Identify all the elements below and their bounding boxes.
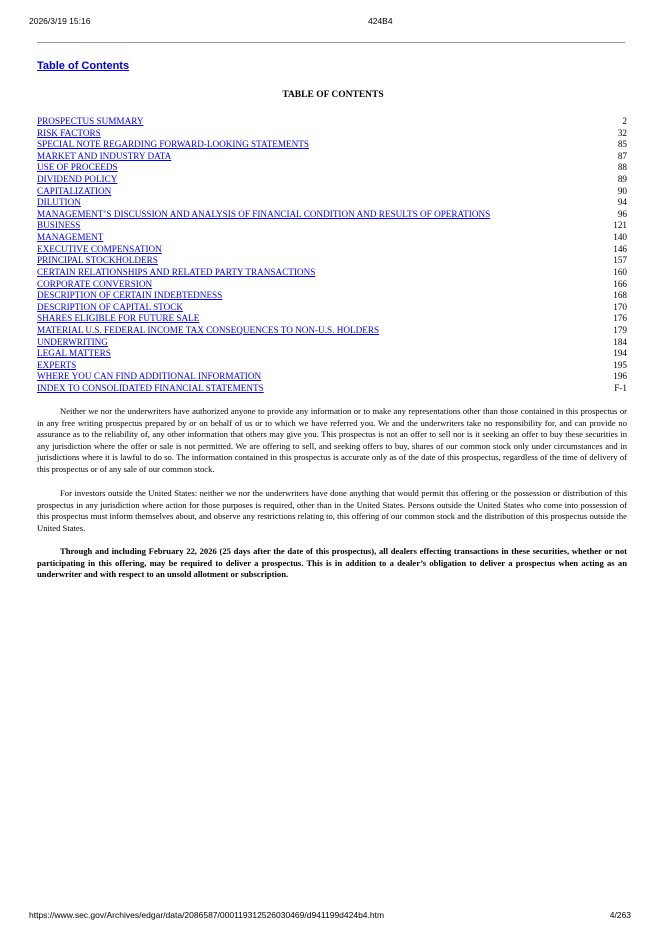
toc-page-number: F-1	[614, 383, 627, 394]
toc-page-number: 85	[617, 139, 627, 150]
toc-row	[37, 162, 627, 174]
toc-entry-link[interactable]: PROSPECTUS SUMMARY	[37, 116, 144, 126]
toc-heading: TABLE OF CONTENTS	[282, 90, 384, 100]
toc-row	[37, 302, 627, 314]
toc-page-number: 87	[617, 150, 627, 161]
toc-entry-link[interactable]: DESCRIPTION OF CAPITAL STOCK	[37, 301, 184, 312]
print-footer	[0, 910, 662, 922]
toc-entry-link[interactable]: BUSINESS	[37, 220, 81, 231]
toc-row	[37, 116, 627, 128]
toc-page-number: 196	[613, 371, 627, 382]
toc-entry-link[interactable]: DESCRIPTION OF CERTAIN INDEBTEDNESS	[37, 290, 223, 301]
toc-page-number: 96	[617, 208, 627, 219]
toc-page-number: 184	[613, 336, 627, 347]
toc-page-number: 121	[613, 220, 627, 231]
toc-entry-link[interactable]: DIVIDEND POLICY	[37, 174, 118, 185]
toc-entry-link[interactable]: MARKET AND INDUSTRY DATA	[37, 150, 172, 161]
toc-entry-link[interactable]: EXPERTS	[37, 359, 77, 370]
toc-page-number: 166	[613, 278, 627, 289]
toc-row	[37, 174, 627, 186]
toc-page-number: 146	[613, 243, 627, 254]
toc-row	[37, 220, 627, 232]
toc-page-number: 195	[613, 359, 627, 370]
toc-entry-link[interactable]: UNDERWRITING	[37, 336, 108, 347]
toc-page-number: 32	[617, 127, 627, 138]
toc-page-number: 90	[617, 185, 627, 196]
header-divider	[37, 42, 625, 43]
toc-row	[37, 186, 627, 198]
toc-entry-link[interactable]: MANAGEMENT	[37, 232, 104, 243]
toc-entry-link[interactable]: PRINCIPAL STOCKHOLDERS	[37, 255, 158, 266]
table-of-contents-link[interactable]: Table of Contents	[37, 60, 130, 72]
investors-outside-us-paragraph: For investors outside the United States: neither we nor the underwriters have done anything that would permit this offering or the possession or distribution of this prospectus in any jurisdiction where action for those purposes is required, other than in the United States. Persons outside the United States who come into possession of this prospectus must inform themselves about, and observe any restrictions relating to, this offering of our common stock and the distribution of this prospectus outside the United States.	[37, 488, 627, 533]
print-timestamp: 2026/3/19 15:16	[29, 16, 91, 26]
toc-entry-link[interactable]: MANAGEMENT’S DISCUSSION AND ANALYSIS OF FINANCIAL CONDITION AND RESULTS OF OPERATIONS	[37, 208, 491, 219]
toc-row	[37, 290, 627, 302]
toc-row	[37, 325, 627, 337]
toc-page-number: 170	[613, 301, 627, 312]
toc-row	[37, 128, 627, 140]
toc-entry-link[interactable]: SHARES ELIGIBLE FOR FUTURE SALE	[37, 313, 200, 324]
toc-page-number: 140	[613, 232, 627, 243]
toc-row	[37, 232, 627, 244]
toc-page-number: 179	[613, 324, 627, 335]
toc-entry-link[interactable]: DILUTION	[37, 197, 81, 208]
toc-row	[37, 151, 627, 163]
toc-page-number: 160	[613, 266, 627, 277]
toc-page-number: 94	[617, 197, 627, 208]
toc-list	[37, 116, 627, 395]
disclaimer-paragraph: Neither we nor the underwriters have authorized anyone to provide any information or to make any representations other than those contained in this prospectus or in any free writing prospectus prepared by or on behalf of us or to which we have referred you. We and the underwriters take no responsibility for, and can provide no assurance as to the reliability of, any other information that others may give you. This prospectus is not an offer to sell nor is it seeking an offer to buy these securities in any jurisdiction where the offer or sale is not permitted. We are offering to sell, and seeking offers to buy, shares of our common stock only under circumstances and in jurisdictions where it is lawful to do so. The information contained in this prospectus is accurate only as of the date of this prospectus, regardless of the time of delivery of this prospectus or of any sale of our common stock.	[37, 406, 627, 474]
toc-entry-link[interactable]: INDEX TO CONSOLIDATED FINANCIAL STATEMENTS	[37, 383, 264, 394]
toc-row	[37, 313, 627, 325]
toc-row	[37, 371, 627, 383]
toc-page-number: 2	[622, 116, 627, 126]
toc-entry-link[interactable]: MATERIAL U.S. FEDERAL INCOME TAX CONSEQUENCES TO NON-U.S. HOLDERS	[37, 324, 380, 335]
toc-row	[37, 383, 627, 395]
toc-row	[37, 267, 627, 279]
toc-row	[37, 209, 627, 221]
print-document-title: 424B4	[368, 16, 393, 26]
toc-row	[37, 139, 627, 151]
toc-page-number: 176	[613, 313, 627, 324]
toc-entry-link[interactable]: EXECUTIVE COMPENSATION	[37, 243, 162, 254]
toc-entry-link[interactable]: CORPORATE CONVERSION	[37, 278, 153, 289]
toc-row	[37, 255, 627, 267]
dealer-prospectus-notice: Through and including February 22, 2026 (25 days after the date of this prospectus), all dealers effecting transactions in these securities, whether or not participating in this offering, may be required to deliver a prospectus. This is in addition to a dealer’s obligation to deliver a prospectus when acting as an underwriter and with respect to an unsold allotment or subscription.	[37, 546, 627, 580]
toc-entry-link[interactable]: WHERE YOU CAN FIND ADDITIONAL INFORMATION	[37, 371, 262, 382]
toc-page-number: 157	[613, 255, 627, 266]
toc-entry-link[interactable]: CAPITALIZATION	[37, 185, 112, 196]
toc-page-number: 89	[617, 174, 627, 185]
toc-entry-link[interactable]: CERTAIN RELATIONSHIPS AND RELATED PARTY TRANSACTIONS	[37, 266, 316, 277]
toc-row	[37, 348, 627, 360]
toc-row	[37, 197, 627, 209]
toc-row	[37, 337, 627, 349]
print-header	[0, 16, 662, 28]
toc-row	[37, 279, 627, 291]
print-url: https://www.sec.gov/Archives/edgar/data/2086587/000119312526030469/d941199d424b4.htm	[29, 910, 385, 920]
toc-entry-link[interactable]: RISK FACTORS	[37, 127, 101, 138]
toc-page-number: 194	[613, 348, 627, 359]
toc-row	[37, 244, 627, 256]
toc-page-number: 88	[617, 162, 627, 173]
toc-page-number: 168	[613, 290, 627, 301]
toc-entry-link[interactable]: LEGAL MATTERS	[37, 348, 111, 359]
toc-row	[37, 360, 627, 372]
print-page-count: 4/263	[609, 910, 631, 920]
toc-entry-link[interactable]: SPECIAL NOTE REGARDING FORWARD-LOOKING STATEMENTS	[37, 139, 309, 150]
toc-entry-link[interactable]: USE OF PROCEEDS	[37, 162, 118, 173]
